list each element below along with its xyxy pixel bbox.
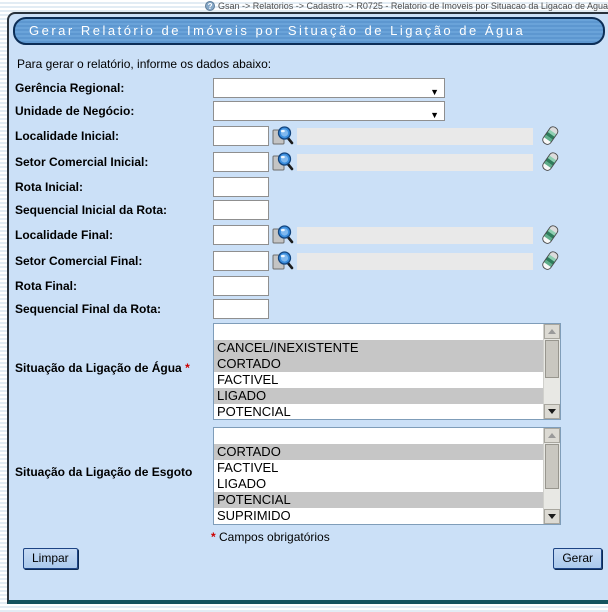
sequencial-final-rota-label: Sequencial Final da Rota: — [15, 302, 162, 316]
situacao-agua-row — [15, 323, 608, 420]
setor-comercial-inicial-input[interactable] — [213, 152, 269, 172]
sequencial-final-rota-input[interactable] — [213, 299, 269, 319]
setor-comercial-inicial-description — [297, 154, 533, 171]
search-icon[interactable] — [271, 223, 295, 247]
list-option[interactable]: FACTIVEL — [217, 372, 279, 387]
localidade-inicial-input[interactable] — [213, 126, 269, 146]
sequencial-inicial-rota-row — [15, 200, 608, 220]
rota-inicial-row — [15, 177, 608, 197]
search-icon[interactable] — [271, 249, 295, 273]
required-note-text: Campos obrigatórios — [219, 530, 330, 544]
localidade-final-row — [15, 223, 608, 247]
localidade-final-label: Localidade Final: — [15, 228, 114, 242]
scroll-down-button[interactable] — [544, 404, 560, 419]
intro-text: Para gerar o relatório, informe os dados abaixo: — [17, 57, 272, 71]
gerar-button[interactable]: Gerar — [553, 548, 602, 569]
eraser-icon[interactable] — [541, 250, 559, 272]
arrow-down-icon — [548, 514, 556, 519]
rota-final-row — [15, 276, 608, 296]
sequencial-final-rota-row — [15, 299, 608, 319]
gerencia-regional-row — [15, 78, 608, 98]
list-option[interactable]: SUPRIMIDO — [217, 508, 291, 523]
setor-comercial-final-row — [15, 249, 608, 273]
gerencia-regional-select[interactable] — [213, 78, 445, 98]
scroll-down-button[interactable] — [544, 509, 560, 524]
situacao-agua-label — [15, 361, 213, 375]
situacao-esgoto-listbox[interactable] — [213, 427, 561, 525]
list-option[interactable]: POTENCIAL — [217, 404, 291, 419]
setor-comercial-final-description — [297, 253, 533, 270]
rota-final-label: Rota Final: — [15, 279, 77, 293]
actions-row — [23, 548, 602, 569]
unidade-negocio-select[interactable] — [213, 101, 445, 121]
gerencia-regional-label: Gerência Regional: — [15, 81, 125, 95]
sequencial-inicial-rota-input[interactable] — [213, 200, 269, 220]
localidade-final-input[interactable] — [213, 225, 269, 245]
localidade-inicial-description — [297, 128, 533, 145]
arrow-down-icon — [548, 409, 556, 414]
scrollbar[interactable] — [543, 428, 560, 524]
required-asterisk: * — [185, 361, 190, 375]
chevron-down-icon: ▼ — [430, 110, 439, 120]
main-window — [7, 12, 608, 604]
list-option[interactable]: LIGADO — [217, 476, 267, 491]
breadcrumb-text: Gsan -> Relatorios -> Cadastro -> R0725 - Relatorio de Imoveis por Situacao da Ligacao de Agua — [218, 1, 608, 11]
scroll-up-button[interactable] — [544, 324, 560, 339]
situacao-esgoto-row — [15, 427, 608, 525]
required-fields-note — [211, 530, 608, 544]
localidade-inicial-label: Localidade Inicial: — [15, 129, 120, 143]
limpar-button[interactable]: Limpar — [23, 548, 78, 569]
breadcrumb — [205, 0, 608, 12]
list-option[interactable]: CORTADO — [214, 444, 543, 460]
eraser-icon[interactable] — [541, 224, 559, 246]
list-option[interactable] — [214, 428, 543, 444]
help-icon[interactable]: ? — [205, 1, 215, 11]
list-option[interactable]: POTENCIAL — [214, 492, 543, 508]
arrow-up-icon — [548, 433, 556, 438]
search-icon[interactable] — [271, 124, 295, 148]
list-option[interactable]: CANCEL/INEXISTENTE — [214, 340, 543, 356]
localidade-inicial-row — [15, 124, 608, 148]
sequencial-inicial-rota-label: Sequencial Inicial da Rota: — [15, 203, 168, 217]
chevron-down-icon: ▼ — [430, 87, 439, 97]
page-title — [13, 17, 605, 45]
eraser-icon[interactable] — [541, 151, 559, 173]
page-title-text: Gerar Relatório de Imóveis por Situação de Ligação de Água — [29, 23, 526, 38]
scrollbar-thumb[interactable] — [545, 444, 559, 489]
report-form — [9, 51, 608, 569]
setor-comercial-inicial-row — [15, 150, 608, 174]
scrollbar-thumb[interactable] — [545, 340, 559, 378]
rota-inicial-input[interactable] — [213, 177, 269, 197]
rota-final-input[interactable] — [213, 276, 269, 296]
arrow-up-icon — [548, 329, 556, 334]
localidade-final-description — [297, 227, 533, 244]
situacao-esgoto-label: Situação da Ligação de Esgoto — [15, 465, 193, 479]
rota-inicial-label: Rota Inicial: — [15, 180, 84, 194]
unidade-negocio-label: Unidade de Negócio: — [15, 104, 135, 118]
setor-comercial-inicial-label: Setor Comercial Inicial: — [15, 155, 149, 169]
search-icon[interactable] — [271, 150, 295, 174]
list-option[interactable]: FACTIVEL — [217, 460, 279, 475]
eraser-icon[interactable] — [541, 125, 559, 147]
situacao-agua-listbox[interactable] — [213, 323, 561, 420]
setor-comercial-final-label: Setor Comercial Final: — [15, 254, 143, 268]
situacao-agua-label-text: Situação da Ligação de Água — [15, 361, 182, 375]
unidade-negocio-row — [15, 101, 608, 121]
list-option[interactable]: LIGADO — [214, 388, 543, 404]
list-option[interactable]: CORTADO — [214, 356, 543, 372]
setor-comercial-final-input[interactable] — [213, 251, 269, 271]
list-option[interactable] — [214, 324, 543, 340]
scroll-up-button[interactable] — [544, 428, 560, 443]
required-asterisk: * — [211, 530, 216, 544]
scrollbar[interactable] — [543, 324, 560, 419]
